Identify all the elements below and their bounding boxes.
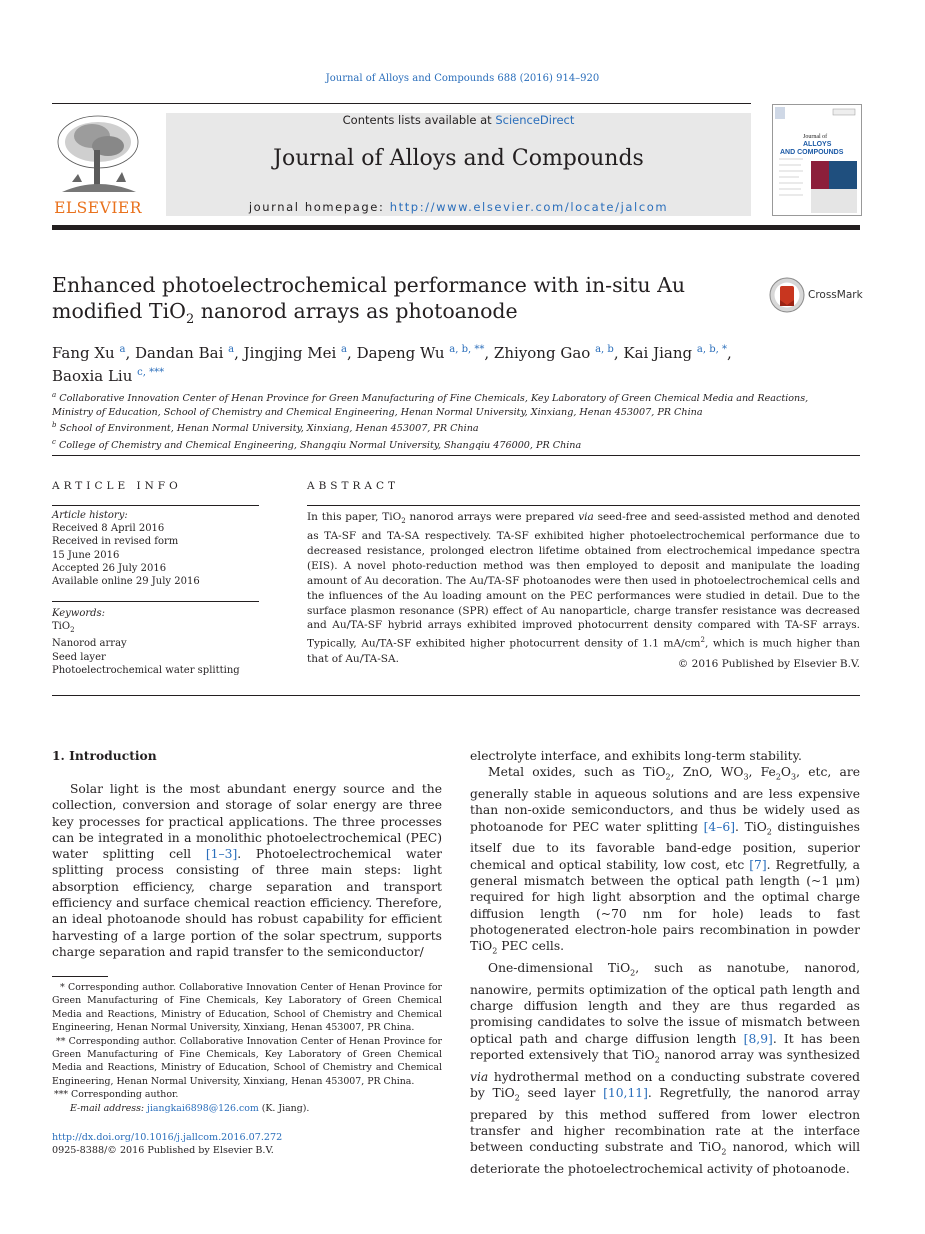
history-entry: Available online 29 July 2016 <box>52 576 200 588</box>
author[interactable]: Dapeng Wu $^{a, b, **}$ <box>356 344 485 362</box>
svg-text:Journal of: Journal of <box>803 134 828 140</box>
elsevier-wordmark: ELSEVIER <box>54 199 142 217</box>
affiliations <box>52 389 842 452</box>
keywords-label: Keywords: <box>52 608 106 619</box>
affiliation: $^a$ Collaborative Innovation Center of Henan Province for Green Manufacturing of Fine Chemicals, Key Laboratory of Green Chemical Media and Reactions, Ministry of Education, School of Chemistry and Chemical Engineering, Henan Normal University, Xinxiang, Henan 453007, PR China <box>52 391 809 418</box>
history-entry: Accepted 26 July 2016 <box>52 562 167 574</box>
author-list: Fang Xu $^a$, Dandan Bai $^a$, Jingjing Mei $^a$, Dapeng Wu $^{a, b, **}$, Zhiyong Gao $^{a, b}$, Kai Jiang $^{a, b, *}$, Baoxia Liu $^{c, ***}$ <box>52 344 732 385</box>
reference-link[interactable]: [4–6] <box>703 819 736 834</box>
title-line-2: modified TiO$_2$ nanorod arrays as photoanode <box>52 299 518 328</box>
author[interactable]: Kai Jiang $^{a, b, *}$ <box>623 344 727 362</box>
journal-cover-thumbnail <box>772 104 862 216</box>
info-top-rule <box>52 455 860 456</box>
history-label: Article history: <box>52 510 128 521</box>
svg-text:AND COMPOUNDS: AND COMPOUNDS <box>780 149 844 156</box>
footnote-rule <box>52 976 108 977</box>
author[interactable]: Baoxia Liu $^{c, ***}$ <box>52 367 165 385</box>
header-rule <box>52 103 751 104</box>
author[interactable]: Fang Xu $^a$ <box>52 344 126 362</box>
contents-line: Contents lists available at ScienceDirect <box>342 113 575 127</box>
author[interactable]: Dandan Bai $^a$ <box>135 344 235 362</box>
keyword: Nanorod array <box>52 638 127 650</box>
keyword: Seed layer <box>52 651 106 663</box>
intro-left-column <box>52 781 442 960</box>
history-entry: Received 8 April 2016 <box>52 523 165 535</box>
article-info-rule <box>52 505 259 506</box>
page-footer <box>52 1131 282 1158</box>
reference-link[interactable]: [8,9] <box>743 1031 773 1046</box>
email-footnote: E-mail address: jiangkai6898@126.com (K. Jiang). <box>70 1102 310 1114</box>
copyright-line: © 2016 Published by Elsevier B.V. <box>677 658 860 670</box>
article-title <box>52 272 732 333</box>
paragraph: Metal oxides, such as TiO$_2$, ZnO, $WO_3$, $Fe_2O_3$, etc, are generally stable in aqueous solutions and are less expensive than non-oxide semiconductors, and thus be widely used as photoanode for PEC water splitting [4–6]. TiO$_2$ distinguishes itself due to its favorable band-edge position, superior chemical and optical stability, low cost, etc [7]. Regretfully, a general mismatch between the optical path length (~1 μm) required for high light absorption and the optimal charge diffusion length (~70 nm for hole) leads to fast photogenerated electron-hole pairs recombination in powder TiO$_2$ PEC cells. <box>470 765 860 956</box>
abstract-bottom-rule <box>52 695 860 696</box>
article-history <box>52 509 259 588</box>
history-entry: 15 June 2016 <box>52 549 120 561</box>
abstract-heading: ABSTRACT <box>307 480 400 492</box>
affiliation: $^c$ College of Chemistry and Chemical Engineering, Shangqiu Normal University, Shangqiu 476000, PR China <box>52 437 582 451</box>
header-thick-rule <box>52 225 860 230</box>
homepage-link[interactable]: http://www.elsevier.com/locate/jalcom <box>389 200 669 214</box>
homepage-line: journal homepage: http://www.elsevier.com/locate/jalcom <box>248 200 669 214</box>
footnote: ** Corresponding author. Collaborative Innovation Center of Henan Province for Green Manufacturing of Fine Chemicals, Key Laboratory of Green Chemical Media and Reactions, Ministry of Education, School of Chemistry and Chemical Engineering, Henan Normal University, Xinxiang, Henan 453007, PR China. <box>52 1035 442 1087</box>
author[interactable]: Zhiyong Gao $^{a, b}$ <box>493 344 614 362</box>
sciencedirect-link[interactable]: ScienceDirect <box>495 113 575 127</box>
abstract-text: In this paper, TiO$_2$ nanorod arrays were prepared via seed-free and seed-assisted method and denoted as TA-SF and TA-SA respectively. TA-SF exhibited higher photoelectrochemical performance due to decreased resistance, prolonged electron lifetime obtained from electrochemical impedance spectra (EIS). A novel photo-reduction method was then employed to deposit and manipulate the loading amount of Au decoration. The Au/TA-SF photoanodes were then used in photoelectrochemical cells and the influences of the Au loading amount on the PEC performances were studied in detail. Due to the surface plasmon resonance (SPR) effect of Au nanoparticle, charge transfer resistance was decreased and Au/TA-SF hybrid arrays exhibited improved photocurrent density compared with TA-SF arrays. Typically, Au/TA-SF exhibited higher photocurrent density of 1.1 $mA/cm^2$, which is much higher than that of Au/TA-SA. <box>307 511 861 665</box>
reference-link[interactable]: [7] <box>749 857 767 872</box>
paragraph: One-dimensional TiO$_2$, such as nanotube, nanorod, nanowire, permits optimization of the optical path length and charge diffusion length and they are thus regarded as promising candidates to solve the issue of mismatch between optical path and charge diffusion length [8,9]. It has been reported extensively that TiO$_2$ nanorod array was synthesized via hydrothermal method on a conducting substrate covered by TiO$_2$ seed layer [10,11]. Regretfully, the nanorod array prepared by this method suffered from lower electron transfer and higher recombination rate at the interface between conducting substrate and TiO$_2$ nanorod, which will deteriorate the photoelectrochemical activity of photoanode. <box>470 960 861 1176</box>
paragraph: Solar light is the most abundant energy source and the collection, conversion and storage of solar energy are three key processes for practical applications. The three processes can be integrated in a monolithic photoelectrochemical (PEC) water splitting cell [1–3]. Photoelectrochemical water splitting process consisting of three main steps: light absorption efficiency, charge separation and transport efficiency and surface chemical reaction efficiency. Therefore, an ideal photoanode should has robust capability for efficient harvesting of a large portion of the solar spectrum, supports charge separation and rapid transfer to the semiconductor/ <box>52 782 442 959</box>
keyword: Photoelectrochemical water splitting <box>52 664 240 676</box>
journal-title: Journal of Alloys and Compounds <box>273 146 644 171</box>
reference-link[interactable]: [1–3] <box>205 847 238 862</box>
footnotes <box>52 981 442 1115</box>
affiliation: $^b$ School of Environment, Henan Normal University, Xinxiang, Henan 453007, PR China <box>52 421 479 435</box>
svg-text:ALLOYS: ALLOYS <box>803 141 832 148</box>
keywords <box>52 607 259 677</box>
reference-link[interactable]: [10,11] <box>603 1085 648 1100</box>
issn-line: 0925-8388/© 2016 Published by Elsevier B.V. <box>52 1145 274 1157</box>
history-entry: Received in revised form <box>52 536 179 548</box>
footnote: *** Corresponding author. <box>54 1089 179 1101</box>
footnote: * Corresponding author. Collaborative Innovation Center of Henan Province for Green Manufacturing of Fine Chemicals, Key Laboratory of Green Chemical Media and Reactions, Ministry of Education, School of Chemistry and Chemical Engineering, Henan Normal University, Xinxiang, Henan 453007, PR China. <box>52 982 442 1034</box>
title-line-1: Enhanced photoelectrochemical performance with in-situ Au <box>52 273 686 297</box>
paragraph: electrolyte interface, and exhibits long-term stability. <box>470 749 802 763</box>
keywords-rule <box>52 601 259 602</box>
email-link[interactable]: jiangkai6898@126.com <box>147 1102 259 1114</box>
crossmark-icon <box>769 277 805 313</box>
crossmark-badge[interactable] <box>769 277 805 317</box>
author[interactable]: Jingjing Mei $^a$ <box>243 344 348 362</box>
keyword: TiO$_2$ <box>52 621 75 635</box>
abstract-rule <box>307 505 860 506</box>
doi-link[interactable]: http://dx.doi.org/10.1016/j.jallcom.2016.07.272 <box>52 1132 283 1143</box>
intro-right-column <box>470 748 860 1177</box>
elsevier-tree-logo <box>52 112 144 198</box>
crossmark-label: CrossMark <box>808 289 863 301</box>
article-info-heading: ARTICLE INFO <box>52 480 182 492</box>
introduction-heading: 1. Introduction <box>52 748 157 763</box>
journal-citation: Journal of Alloys and Compounds 688 (2016) 914–920 <box>325 73 600 84</box>
